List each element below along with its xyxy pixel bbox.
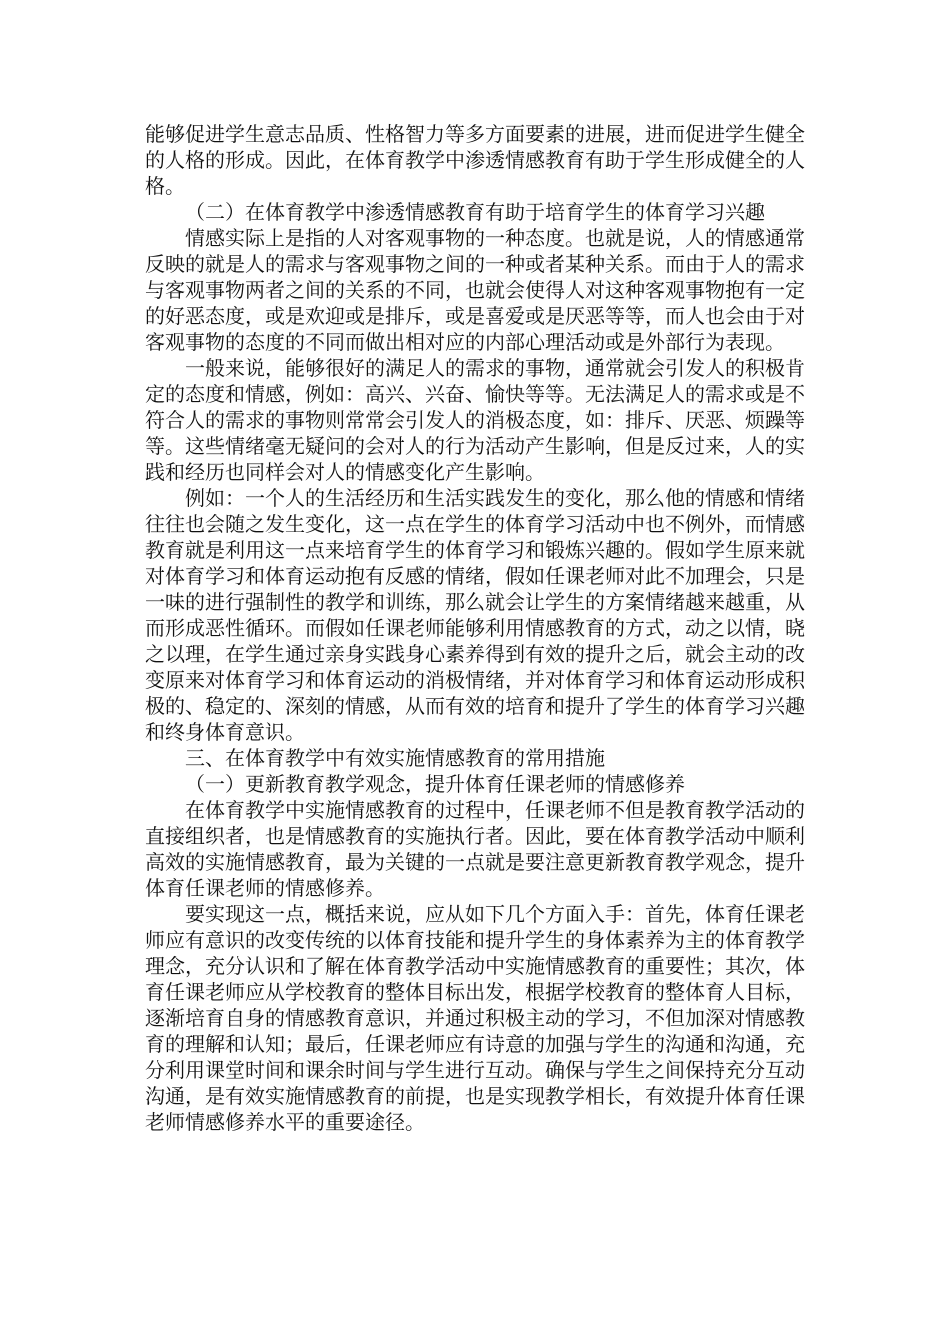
document-body (145, 121, 805, 1135)
section-heading: 三、在体育教学中有效实施情感教育的常用措施 (185, 746, 605, 770)
subsection-heading: （一）更新教育教学观念，提升体育任课老师的情感修养 (185, 772, 685, 796)
section-heading: （二）在体育教学中渗透情感教育有助于培育学生的体育学习兴趣 (185, 200, 765, 224)
paragraph: 在体育教学中实施情感教育的过程中，任课老师不但是教育教学活动的直接组织者，也是情感教育的实施执行者。因此，要在体育教学活动中顺利高效的实施情感教育，最为关键的一点就是要注意更新教育教学观念，提升体育任课老师的情感修养。 (145, 798, 805, 900)
paragraph: 例如：一个人的生活经历和生活实践发生的变化，那么他的情感和情绪往往也会随之发生变化，这一点在学生的体育学习活动中也不例外，而情感教育就是利用这一点来培育学生的体育学习和锻炼兴趣的。假如学生原来就对体育学习和体育运动抱有反感的情绪，假如任课老师对此不加理会，只是一味的进行强制性的教学和训练，那么就会让学生的方案情绪越来越重，从而形成恶性循环。而假如任课老师能够利用情感教育的方式，动之以情，晓之以理，在学生通过亲身实践身心素养得到有效的提升之后，就会主动的改变原来对体育学习和体育运动的消极情绪，并对体育学习和体育运动形成积极的、稳定的、深刻的情感，从而有效的培育和提升了学生的体育学习兴趣和终身体育意识。 (145, 486, 805, 744)
paragraph: 一般来说，能够很好的满足人的需求的事物，通常就会引发人的积极肯定的态度和情感，例如：高兴、兴奋、愉快等等。无法满足人的需求或是不符合人的需求的事物则常常会引发人的消极态度，如：排斥、厌恶、烦躁等等。这些情绪毫无疑问的会对人的行为活动产生影响，但是反过来，人的实践和经历也同样会对人的情感变化产生影响。 (145, 356, 805, 484)
paragraph: 情感实际上是指的人对客观事物的一种态度。也就是说，人的情感通常反映的就是人的需求与客观事物之间的一种或者某种关系。而由于人的需求与客观事物两者之间的关系的不同，也就会使得人对这种客观事物抱有一定的好恶态度，或是欢迎或是排斥，或是喜爱或是厌恶等等，而人也会由于对客观事物的态度的不同而做出相对应的内部心理活动或是外部行为表现。 (145, 226, 805, 354)
paragraph: 要实现这一点，概括来说，应从如下几个方面入手：首先，体育任课老师应有意识的改变传统的以体育技能和提升学生的身体素养为主的体育教学理念，充分认识和了解在体育教学活动中实施情感教育的重要性；其次，体育任课老师应从学校教育的整体目标出发，根据学校教育的整体育人目标，逐渐培育自身的情感教育意识，并通过积极主动的学习，不但加深对情感教育的理解和认知；最后，任课老师应有诗意的加强与学生的沟通和沟通，充分利用课堂时间和课余时间与学生进行互动。确保与学生之间保持充分互动沟通，是有效实施情感教育的前提，也是实现教学相长，有效提升体育任课老师情感修养水平的重要途径。 (145, 902, 805, 1134)
paragraph-continued: 能够促进学生意志品质、性格智力等多方面要素的进展，进而促进学生健全的人格的形成。因此，在体育教学中渗透情感教育有助于学生形成健全的人格。 (145, 122, 805, 198)
